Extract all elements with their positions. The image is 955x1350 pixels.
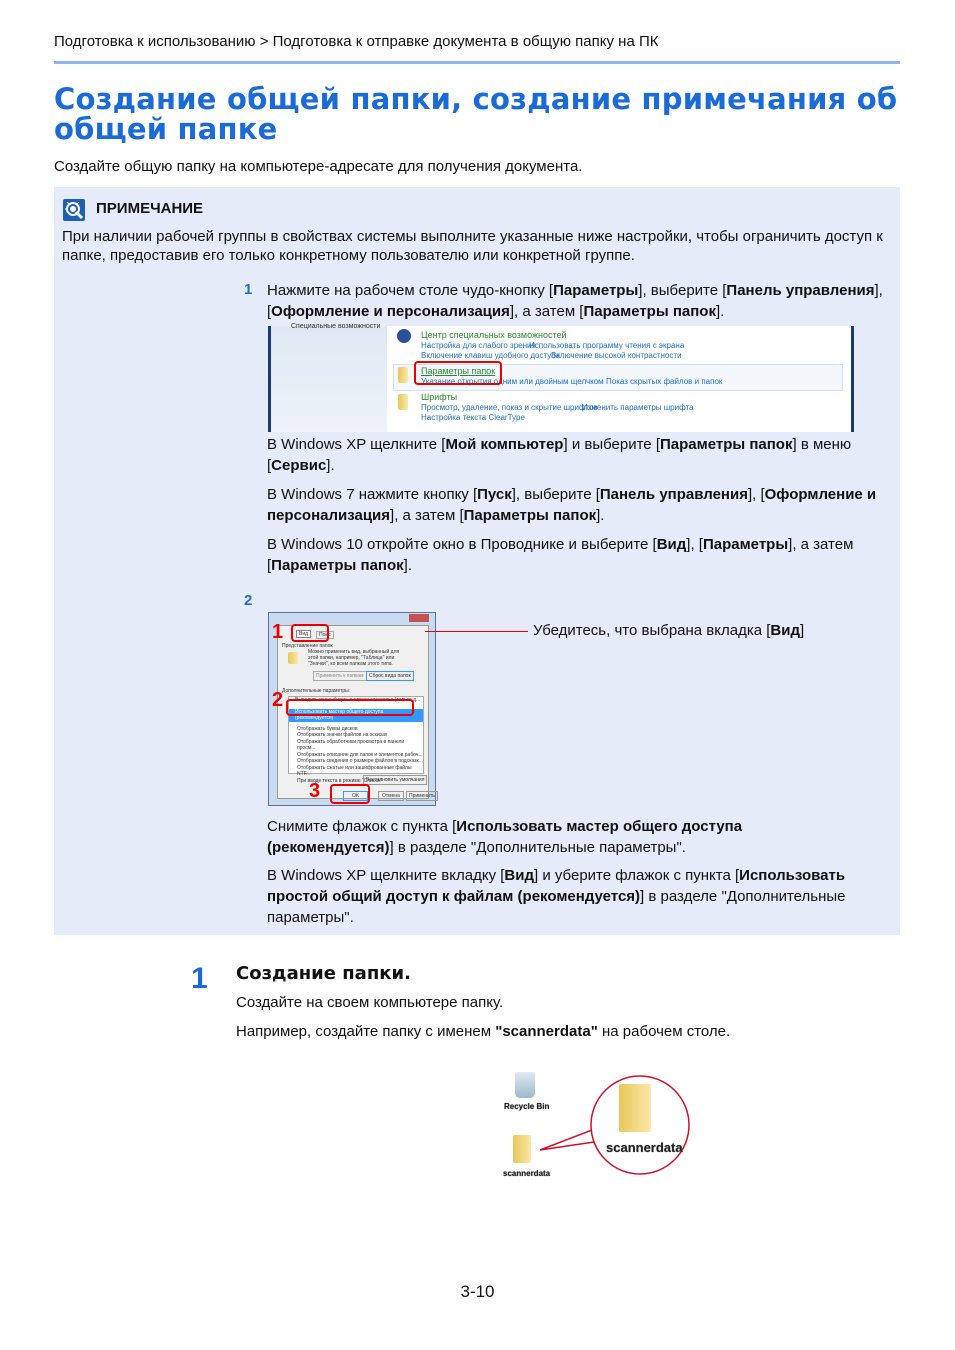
step-example: Например, создайте папку с именем "scannerdata" на рабочем столе. xyxy=(236,1023,731,1040)
xp-instructions: В Windows XP щелкните [Мой компьютер] и выберите [Параметры папок] в меню [Сервис]. xyxy=(267,436,852,474)
step-number: 1 xyxy=(191,962,208,995)
note-heading: ПРИМЕЧАНИЕ xyxy=(96,200,204,217)
substep-number: 2 xyxy=(244,592,253,609)
folder-icon-large xyxy=(619,1084,651,1132)
desktop-illustration: Recycle Bin scannerdata scannerdata xyxy=(490,1060,700,1185)
breadcrumb: Подготовка к использованию > Подготовка к отправке документа в общую папку на ПК xyxy=(54,33,659,50)
page-title: Создание общей папки, создание примечания об общей папке xyxy=(54,82,898,146)
control-panel-screenshot: Специальные возможности Центр специальных возможностей Настройка для слабого зрения Использовать программу чтения с экрана Включение клавиш удобного доступа Включение высокой контрастности Параметры папок Указание открытия одним или двойным щелчком Показ скрытых файлов и папок Шрифты Просмотр, удаление, показ и скрытие шрифтов Изменить параметры шрифта Настройка текста ClearType xyxy=(268,326,854,432)
step-heading: Создание папки. xyxy=(236,963,411,984)
header-rule xyxy=(54,61,900,64)
folder-options-screenshot: Вид Поис Представление папок Можно применить вид, выбранный для этой папки, например, "Таблица" или "Значки", ко всем папкам этого типа. Применить к папкам Сброс вида папок Дополнительные параметры: Выводить полный путь в строке заголовка (только д... Использовать мастер общего доступа (рекомендуется) Отображать буквы дисков Отображать значки файлов на эскизах Отображать обработчики просмотра в панели просм... Отображать описание для папок и элементов рабоч... Отображать сведения о размере файлов в подсказк... Отображать сжатые или зашифрованные файлы NTF... При вводе текста в режиме "Список" Восстановить умолчания OK Отмена Применить 1 2 3 xyxy=(268,612,436,806)
uncheck-instructions: Снимите флажок с пункта [Использовать мастер общего доступа (рекомендуется)] в разделе "Дополнительные параметры". xyxy=(267,818,743,856)
page-number: 3-10 xyxy=(460,1282,495,1301)
note-icon xyxy=(63,199,85,221)
substep-number: 1 xyxy=(244,281,253,298)
intro-text: Создайте общую папку на компьютере-адресате для получения документа. xyxy=(54,158,583,175)
note-text: При наличии рабочей группы в свойствах системы выполните указанные ниже настройки, чтобы ограничить доступ к папке, предоставив его только конкретному пользователю или конкретной группе. xyxy=(62,228,883,264)
callout-text: Убедитесь, что выбрана вкладка [Вид] xyxy=(533,622,805,639)
substep1-text: Нажмите на рабочем столе чудо-кнопку [Параметры], выберите [Панель управления], [Оформление и персонализация], а затем [Параметры папок]. xyxy=(267,282,883,320)
xp-uncheck-instructions: В Windows XP щелкните вкладку [Вид] и уберите флажок с пункта [Использовать простой общий доступ к файлам (рекомендуется)] в разделе "Дополнительные параметры". xyxy=(267,867,846,926)
win7-instructions: В Windows 7 нажмите кнопку [Пуск], выберите [Панель управления], [Оформление и персонализация], а затем [Параметры папок]. xyxy=(267,486,877,524)
step-text: Создайте на своем компьютере папку. xyxy=(236,994,504,1011)
callout-line xyxy=(425,631,528,632)
win10-instructions: В Windows 10 откройте окно в Проводнике и выберите [Вид], [Параметры], а затем [Параметры папок]. xyxy=(267,536,854,574)
